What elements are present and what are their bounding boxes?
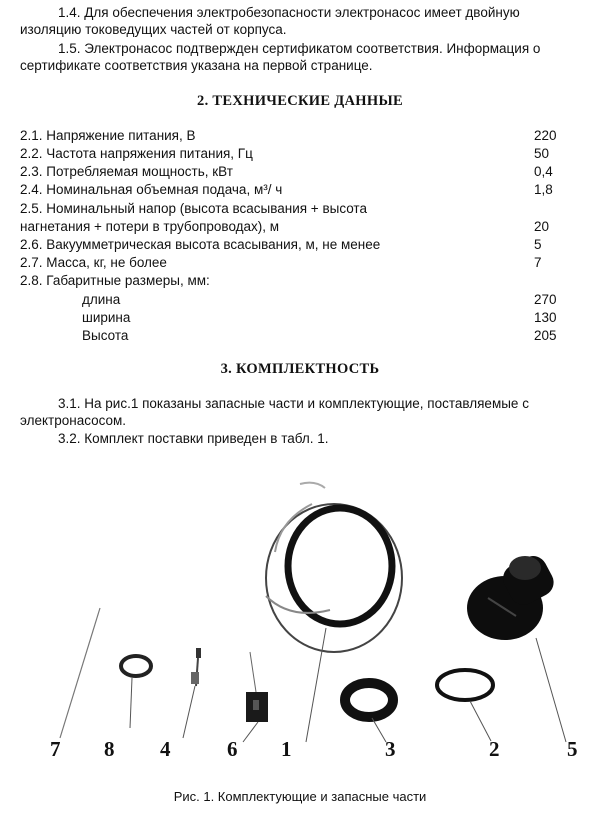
paragraph-3-2: 3.2. Комплект поставки приведен в табл. 1. (58, 431, 329, 446)
paragraph-1-5-line-1: 1.5. Электронасос подтвержден сертификатом соответствия. Информация о (58, 41, 541, 56)
figure-label: 1 (281, 737, 292, 761)
figure-label: 8 (104, 737, 115, 761)
figure-label: 4 (160, 737, 171, 761)
figure-label: 2 (489, 737, 500, 761)
spec-value: 220 (534, 128, 557, 143)
dimension-value: 205 (534, 328, 557, 343)
figure-caption: Рис. 1. Комплектующие и запасные части (173, 789, 427, 804)
leader-line (372, 718, 386, 742)
leader-line (130, 678, 132, 728)
leader-line (243, 722, 258, 742)
spec-label: нагнетания + потери в трубопроводах), м (20, 219, 280, 234)
leader-line (306, 628, 326, 742)
cap-part (266, 483, 402, 652)
figure-label: 7 (50, 737, 61, 761)
dimension-label: длина (82, 292, 121, 307)
paragraph-3-1-line-1: 3.1. На рис.1 показаны запасные части и комплектующие, поставляемые с (58, 396, 529, 411)
spec-value: 5 (534, 237, 542, 252)
large-oring-part (437, 670, 493, 700)
spec-value: 1,8 (534, 182, 553, 197)
paragraph-3-1-line-2: электронасосом. (20, 413, 127, 428)
small-oring-part (121, 656, 151, 676)
leader-line (470, 701, 491, 741)
gasket-part (345, 683, 393, 717)
spec-value: 7 (534, 255, 542, 270)
spec-value: 0,4 (534, 164, 553, 179)
spec-label: 2.5. Номинальный напор (высота всасывания + высота (20, 201, 367, 216)
paragraph-1-4-line-2: изоляцию токоведущих частей от корпуса. (20, 22, 287, 37)
figure-label: 6 (227, 737, 238, 761)
components-photo (0, 460, 600, 780)
figure-label: 3 (385, 737, 396, 761)
spec-label: 2.2. Частота напряжения питания, Гц (20, 146, 253, 161)
rod-part (60, 608, 100, 738)
section-2-heading: 2. ТЕХНИЧЕСКИЕ ДАННЫЕ (197, 93, 403, 109)
spec-label: 2.7. Масса, кг, не более (20, 255, 167, 270)
dimension-label: ширина (82, 310, 131, 325)
spec-value: 20 (534, 219, 550, 234)
dimension-value: 130 (534, 310, 557, 325)
spec-label: 2.6. Вакуумметрическая высота всасывания, м, не менее (20, 237, 381, 252)
spec-value: 50 (534, 146, 550, 161)
spec-label: 2.4. Номинальная объемная подача, м³/ ч (20, 182, 283, 197)
figure-label: 5 (567, 737, 578, 761)
knob-part (467, 551, 559, 640)
spec-label: 2.1. Напряжение питания, В (20, 128, 196, 143)
spec-label: 2.8. Габаритные размеры, мм: (20, 273, 210, 288)
dimension-label: Высота (82, 328, 129, 343)
dimension-value: 270 (534, 292, 557, 307)
block-part (246, 652, 268, 722)
leader-line (536, 638, 566, 742)
paragraph-1-4-line-1: 1.4. Для обеспечения электробезопасности электронасос имеет двойную (58, 5, 520, 20)
spec-label: 2.3. Потребляемая мощность, кВт (20, 164, 233, 179)
leader-line (183, 686, 195, 738)
paragraph-1-5-line-2: сертификате соответствия указана на первой странице. (20, 58, 373, 73)
section-3-heading: 3. КОМПЛЕКТНОСТЬ (220, 361, 380, 377)
pin-part (191, 648, 201, 686)
